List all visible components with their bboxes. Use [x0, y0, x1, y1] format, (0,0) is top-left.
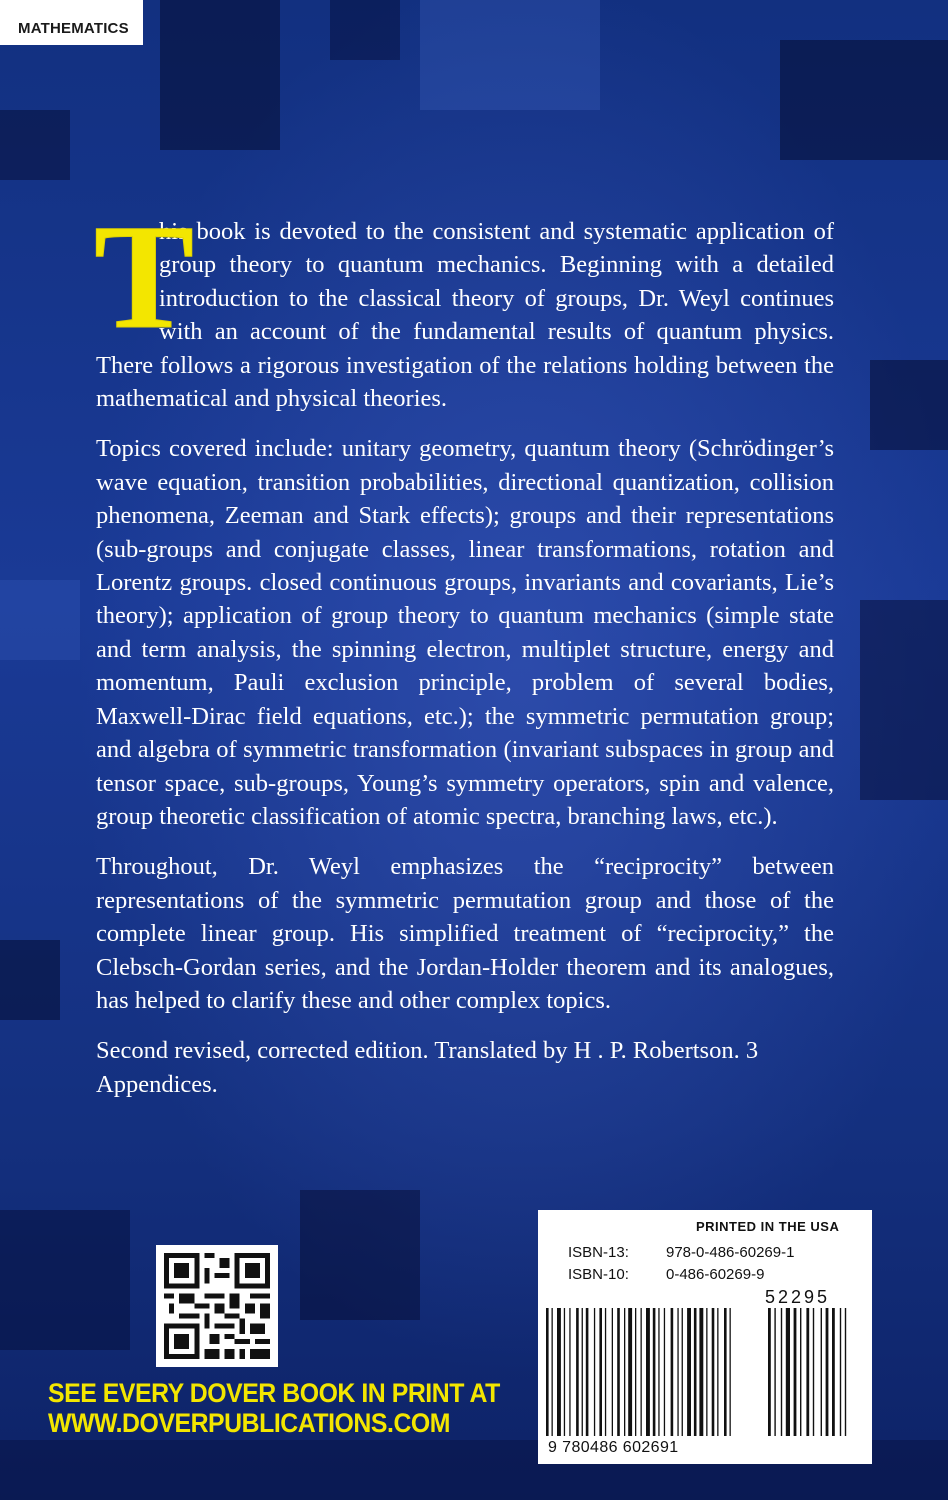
bg-block — [870, 360, 948, 450]
barcode-bar — [546, 1308, 549, 1436]
bg-block — [0, 940, 60, 1020]
printed-in-label: PRINTED IN THE USA — [696, 1219, 840, 1234]
barcode-bar — [582, 1308, 583, 1436]
bg-block — [300, 1190, 420, 1320]
qr-code-icon — [164, 1253, 270, 1359]
isbn13-row — [568, 1244, 794, 1261]
isbn10-row — [568, 1266, 764, 1283]
barcode-addon-bar — [781, 1308, 782, 1436]
barcode-bar — [653, 1308, 656, 1436]
barcode-addon-bar — [821, 1308, 822, 1436]
isbn10-value: 0-486-60269-9 — [666, 1266, 765, 1283]
ean-digits: 9 780486 602691 — [548, 1439, 679, 1456]
barcode-bar — [664, 1308, 665, 1436]
description-text — [94, 194, 834, 1118]
barcode-bar — [557, 1308, 561, 1436]
barcode-bar — [635, 1308, 636, 1436]
barcode-bar — [671, 1308, 674, 1436]
isbn13-value: 978-0-486-60269-1 — [666, 1244, 795, 1261]
paragraph: Second revised, corrected edition. Translated by H . P. Robertson. 3 Appendices. — [96, 1037, 759, 1098]
barcode-bar — [628, 1308, 632, 1436]
barcode-bar — [605, 1308, 606, 1436]
barcode-bar — [694, 1308, 697, 1436]
barcode-bar — [569, 1308, 570, 1436]
barcode-addon-bar — [800, 1308, 801, 1436]
bg-block — [0, 580, 80, 660]
barcode-bar — [717, 1308, 718, 1436]
bg-block — [160, 0, 280, 150]
barcode-bar — [730, 1308, 731, 1436]
barcode-panel — [538, 1210, 872, 1464]
barcode-addon-bar — [840, 1308, 841, 1436]
barcode-bar — [724, 1308, 727, 1436]
barcode-bar — [599, 1308, 602, 1436]
barcode-bar — [687, 1308, 691, 1436]
barcode-bar — [699, 1308, 703, 1436]
barcode-addon-bar — [832, 1308, 835, 1436]
barcode-bar — [612, 1308, 613, 1436]
barcode-addon-bar — [786, 1308, 790, 1436]
drop-cap: T — [94, 194, 195, 360]
barcode-bar — [594, 1308, 595, 1436]
barcode-bar — [624, 1308, 625, 1436]
barcode-bar — [658, 1308, 659, 1436]
barcode-bar — [576, 1308, 579, 1436]
paragraph: Topics covered include: unitary geometry, quantum theory (Schrödinger’s wave equation, transition probabilities, directional quantization, collision phenomena, Zeeman and Stark effects); groups and their representations (sub-groups and conjugate classes, linear transformations, rotation and Lorentz groups. closed continuous groups, invariants and covariants, Lie’s theory); application of group theory to quantum mechanics (simple state and term analysis, the spinning electron, multiplet structure, energy and momentum, Pauli exclusion principle, problem of several bodies, Maxwell-Dirac field equations, etc.); the symmetric permutation group; and algebra of symmetric transformation (invariant subspaces in group and tensor space, sub-groups, Young’s symmetry operators, spin and valence, group theoretic classification of atomic spectra, branching laws, etc.). — [96, 435, 834, 830]
barcode-addon-bar — [806, 1308, 809, 1436]
barcode-bar — [586, 1308, 589, 1436]
price-code: 52295 — [765, 1287, 831, 1307]
qr-code — [156, 1245, 278, 1367]
category-tag — [0, 0, 143, 45]
bg-block — [0, 1210, 130, 1350]
barcode-addon-bar — [813, 1308, 814, 1436]
barcode-bar — [677, 1308, 678, 1436]
category-label: MATHEMATICS — [18, 20, 129, 37]
barcode-bar — [617, 1308, 620, 1436]
barcode-addon-bar — [774, 1308, 775, 1436]
barcode-addon-bar — [845, 1308, 846, 1436]
barcode-addon-bar — [794, 1308, 797, 1436]
barcode-bar — [564, 1308, 565, 1436]
dover-promo — [48, 1378, 500, 1438]
paragraph: T his book is devoted to the consistent and systematic application of group theory to quantum mechanics. Beginning with a detailed introduction to the classical theory of groups, Dr. Weyl continues with an account of the fundamental results of quantum physics. There follows a rigorous investigation of the relations holding between the mathematical and physical theories. — [94, 194, 834, 413]
promo-line: SEE EVERY DOVER BOOK IN PRINT AT — [48, 1378, 500, 1408]
barcode-addon-bar — [826, 1308, 829, 1436]
promo-url: WWW.DOVERPUBLICATIONS.COM — [48, 1408, 451, 1438]
paragraph: Throughout, Dr. Weyl emphasizes the “reciprocity” between representations of the symmetric permutation group and those of the complete linear group. His simplified treatment of “reciprocity,” the Clebsch-Gordan series, and the Jordan-Holder theorem and its analogues, has helped to clarify these and other complex topics. — [96, 853, 834, 1014]
barcode-bar — [641, 1308, 642, 1436]
barcode-bar — [646, 1308, 650, 1436]
barcode-bar — [682, 1308, 683, 1436]
barcode-addon-bar — [768, 1308, 771, 1436]
bg-block — [780, 40, 948, 160]
barcode-bar — [706, 1308, 707, 1436]
barcode-bar — [712, 1308, 715, 1436]
bg-block — [860, 600, 948, 800]
bg-block — [0, 110, 70, 180]
barcode-bar — [552, 1308, 553, 1436]
bg-block — [330, 0, 400, 60]
bg-block — [420, 0, 600, 110]
barcode-icon — [546, 1308, 864, 1436]
isbn10-label: ISBN-10: — [568, 1266, 629, 1283]
isbn13-label: ISBN-13: — [568, 1244, 629, 1261]
